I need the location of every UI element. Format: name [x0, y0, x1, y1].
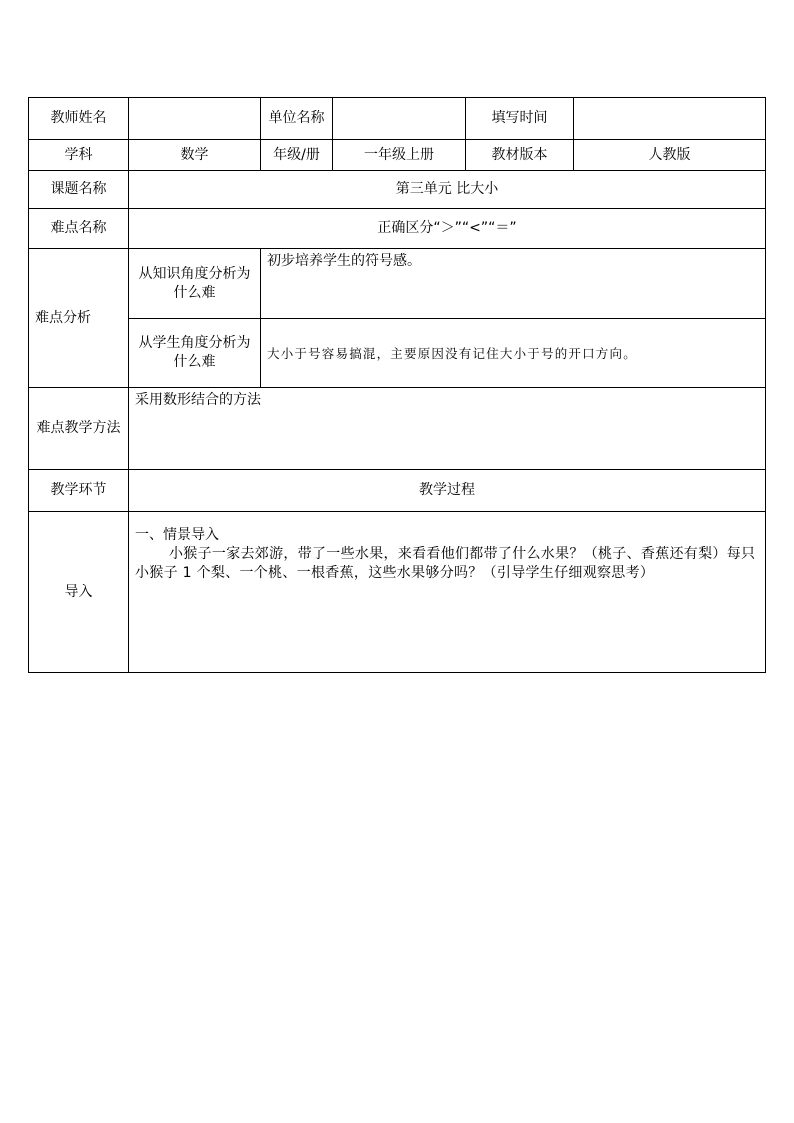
fill-time-value — [574, 98, 766, 140]
subject-row — [29, 140, 766, 171]
edition-value: 人教版 — [574, 140, 766, 171]
analysis-label: 难点分析 — [29, 249, 129, 388]
lesson-plan-table — [28, 97, 766, 673]
unit-label: 单位名称 — [261, 98, 333, 140]
process-header-row — [29, 470, 766, 512]
method-value: 采用数形结合的方法 — [129, 388, 766, 470]
subject-label: 学科 — [29, 140, 129, 171]
teacher-name-label: 教师姓名 — [29, 98, 129, 140]
knowledge-analysis-row — [29, 249, 766, 319]
grade-value: 一年级上册 — [333, 140, 466, 171]
difficulty-label: 难点名称 — [29, 209, 129, 249]
method-label: 难点教学方法 — [29, 388, 129, 470]
intro-label: 导入 — [29, 512, 129, 673]
topic-value: 第三单元 比大小 — [129, 171, 766, 209]
topic-row — [29, 171, 766, 209]
intro-content — [129, 512, 766, 673]
student-analysis-row — [29, 319, 766, 388]
intro-heading: 一、情景导入 — [135, 527, 219, 543]
process-heading: 教学过程 — [129, 470, 766, 512]
unit-value — [333, 98, 466, 140]
intro-body: 小猴子一家去郊游，带了一些水果，来看看他们都带了什么水果？（桃子、香蕉还有梨）每只小猴子 1 个梨、一个桃、一根香蕉，这些水果够分吗？（引导学生仔细观察思考） — [135, 546, 756, 581]
grade-label: 年级/册 — [261, 140, 333, 171]
intro-row — [29, 512, 766, 673]
student-angle-label: 从学生角度分析为什么难 — [129, 319, 261, 388]
method-row — [29, 388, 766, 470]
knowledge-angle-label: 从知识角度分析为什么难 — [129, 249, 261, 319]
teacher-name-value — [129, 98, 261, 140]
difficulty-row — [29, 209, 766, 249]
topic-label: 课题名称 — [29, 171, 129, 209]
process-stage-label: 教学环节 — [29, 470, 129, 512]
header-row — [29, 98, 766, 140]
subject-value: 数学 — [129, 140, 261, 171]
difficulty-value: 正确区分“＞”“<”“＝” — [129, 209, 766, 249]
fill-time-label: 填写时间 — [466, 98, 574, 140]
knowledge-angle-value: 初步培养学生的符号感。 — [261, 249, 766, 319]
edition-label: 教材版本 — [466, 140, 574, 171]
student-angle-value: 大小于号容易搞混，主要原因没有记住大小于号的开口方向。 — [261, 319, 766, 388]
